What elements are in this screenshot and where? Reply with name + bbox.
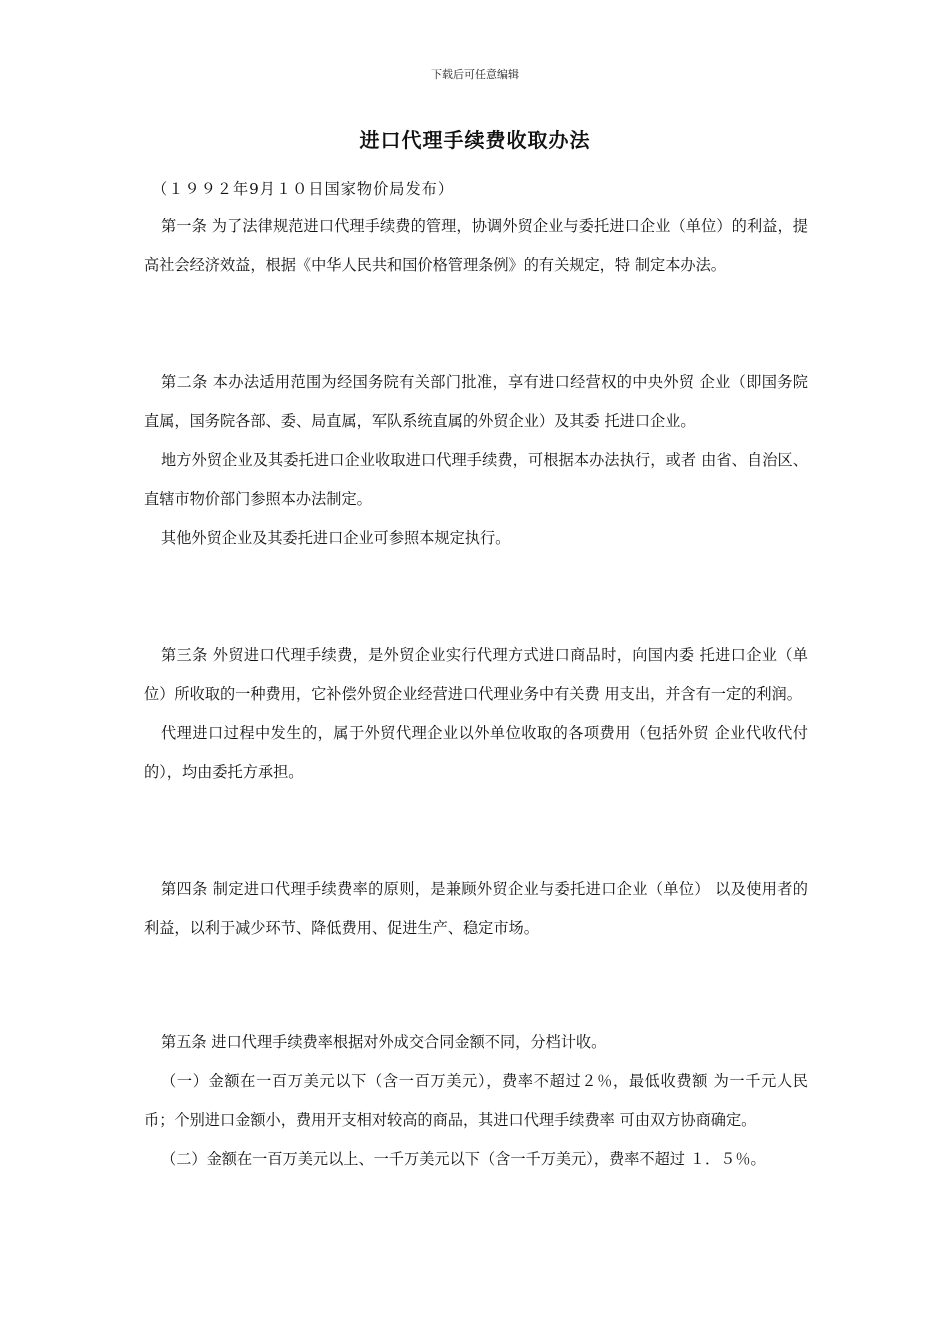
paragraph-spacer [144, 948, 808, 987]
article-4-paragraph: 第四条 制定进口代理手续费率的原则，是兼顾外贸企业与委托进口企业（单位） 以及使用者的利益，以利于减少环节、降低费用、促进生产、稳定市场。 [144, 880, 808, 937]
article-5-paragraph: 第五条 进口代理手续费率根据对外成交合同金额不同，分档计收。 [161, 1033, 607, 1051]
paragraph-spacer [144, 987, 808, 1023]
paragraph-spacer [144, 285, 808, 324]
paragraph-spacer [144, 831, 808, 870]
paragraph-spacer [144, 324, 808, 363]
document-subtitle: （１９９２年9月１０日国家物价局发布） [152, 180, 455, 198]
article-5-tier-2-paragraph: （二）金额在一百万美元以上、一千万美元以下（含一千万美元），费率不超过 １．５％。 [161, 1150, 766, 1168]
article-3-paragraph: 第三条 外贸进口代理手续费，是外贸企业实行代理方式进口商品时，向国内委 托进口企业（单位）所收取的一种费用，它补偿外贸企业经营进口代理业务中有关费 用支出，并含有一定的利润。 [144, 646, 808, 703]
article-1-paragraph: 第一条 为了法律规范进口代理手续费的管理，协调外贸企业与委托进口企业（单位）的利益，提高社会经济效益，根据《中华人民共和国价格管理条例》的有关规定，特 制定本办法。 [144, 217, 808, 274]
document-body [144, 170, 808, 1179]
article-2-other-paragraph: 其他外贸企业及其委托进口企业可参照本规定执行。 [161, 529, 511, 547]
document-title: 进口代理手续费收取办法 [359, 128, 591, 152]
article-2-local-paragraph: 地方外贸企业及其委托进口企业收取进口代理手续费，可根据本办法执行，或者 由省、自治区、直辖市物价部门参照本办法制定。 [144, 451, 808, 508]
article-5-tier-1-paragraph: （一）金额在一百万美元以下（含一百万美元），费率不超过２％，最低收费额 为一千元人民币；个别进口金额小，费用开支相对较高的商品，其进口代理手续费率 可由双方协商确定。 [144, 1072, 808, 1129]
paragraph-spacer [144, 792, 808, 831]
article-2-paragraph: 第二条 本办法适用范围为经国务院有关部门批准，享有进口经营权的中央外贸 企业（即国务院直属，国务院各部、委、局直属，军队系统直属的外贸企业）及其委 托进口企业。 [144, 373, 808, 430]
paragraph-spacer [144, 597, 808, 636]
header-note: 下载后可任意编辑 [431, 68, 519, 81]
paragraph-spacer [144, 558, 808, 597]
article-3-costs-paragraph: 代理进口过程中发生的，属于外贸代理企业以外单位收取的各项费用（包括外贸 企业代收代付的），均由委托方承担。 [144, 724, 808, 781]
